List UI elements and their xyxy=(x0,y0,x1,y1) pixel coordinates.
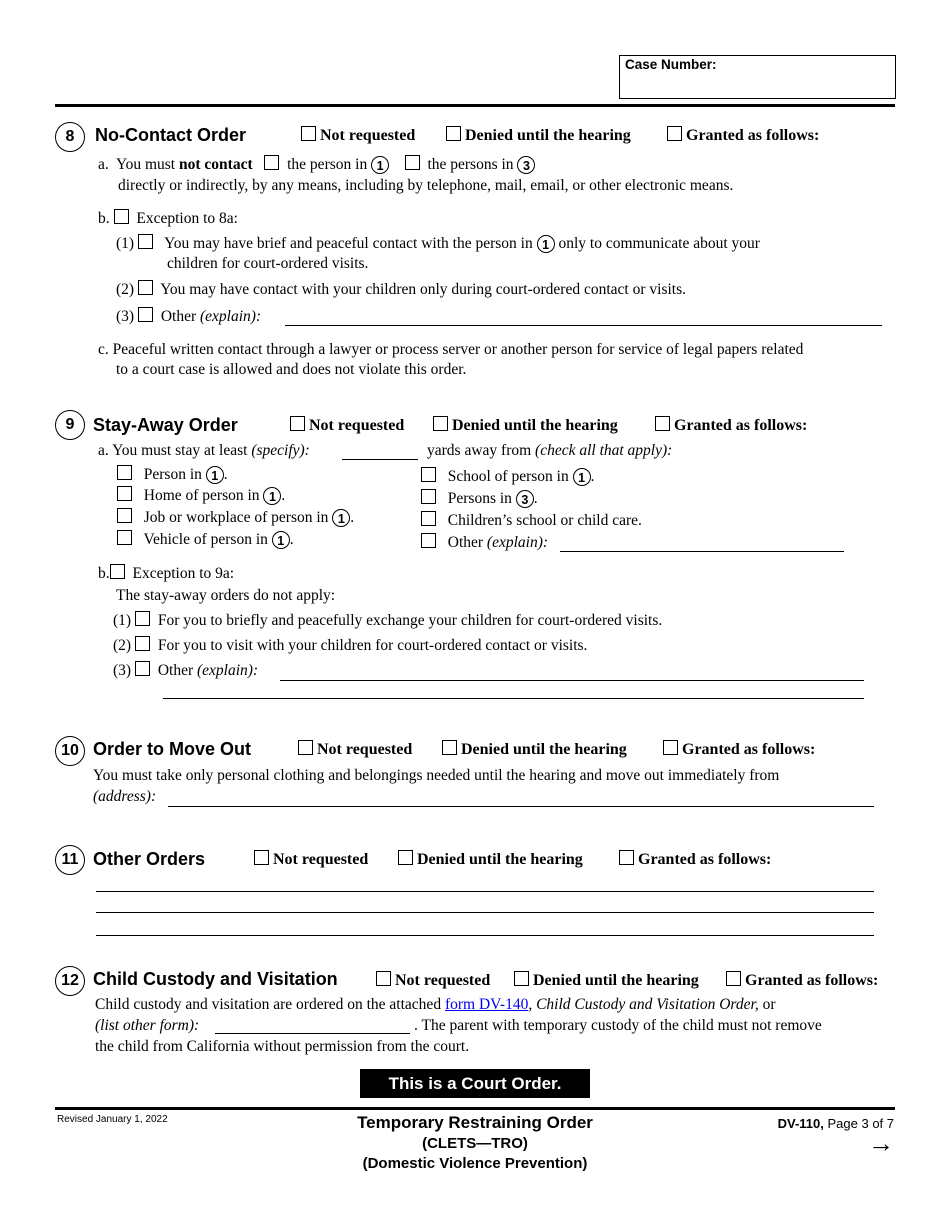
s9-granted-option[interactable] xyxy=(655,416,807,435)
s8-granted-checkbox[interactable] xyxy=(667,126,682,141)
option-label: Granted as follows: xyxy=(686,127,820,144)
s9b3-checkbox[interactable] xyxy=(135,661,150,676)
item-label: b. xyxy=(98,210,110,227)
s9a-other-line[interactable] xyxy=(560,551,844,552)
item-num: (1) xyxy=(113,612,132,629)
s11-line-3[interactable] xyxy=(96,935,874,936)
ref-circle: 1 xyxy=(272,531,290,549)
s12-denied-option[interactable] xyxy=(514,971,699,990)
s10-granted-checkbox[interactable] xyxy=(663,740,678,755)
option-label: Denied until the hearing xyxy=(452,417,618,434)
footer-rule xyxy=(55,1107,895,1110)
s8a-bold: not contact xyxy=(179,156,253,173)
s8-not-requested-option[interactable] xyxy=(301,126,415,145)
s9a-mid: yards away from xyxy=(427,442,532,459)
s8b2-row xyxy=(116,280,686,299)
s9a-left-item[interactable] xyxy=(117,486,285,505)
checkbox[interactable] xyxy=(117,486,132,501)
option-label: Not requested xyxy=(273,851,369,868)
s9a-right-item[interactable] xyxy=(421,467,594,486)
s8c-line2: to a court case is allowed and does not violate this order. xyxy=(116,361,467,378)
checkbox[interactable] xyxy=(421,467,436,482)
s9a-left-item[interactable] xyxy=(117,508,354,527)
next-page-arrow-icon[interactable]: → xyxy=(868,1128,894,1158)
s8b3-explain: (explain): xyxy=(200,308,262,325)
s9a-text: You must stay at least xyxy=(112,442,248,459)
item-text: Job or workplace of person in xyxy=(143,509,329,526)
s12-line2-post: . The parent with temporary custody of the child must not remove xyxy=(414,1017,822,1034)
s12-denied-checkbox[interactable] xyxy=(514,971,529,986)
s9b-intro: The stay-away orders do not apply: xyxy=(116,587,336,604)
s12-list-other-line[interactable] xyxy=(215,1033,410,1034)
s10-not-requested-checkbox[interactable] xyxy=(298,740,313,755)
ref-circle: 3 xyxy=(516,490,534,508)
checkbox[interactable] xyxy=(421,489,436,504)
s8-denied-checkbox[interactable] xyxy=(446,126,461,141)
s12-not-requested-option[interactable] xyxy=(376,971,490,990)
s12-form-title: Child Custody and Visitation Order, xyxy=(536,996,759,1013)
s8a-line2: directly or indirectly, by any means, including by telephone, mail, email, or other electronic means. xyxy=(118,177,734,194)
s8b1-line2: children for court-ordered visits. xyxy=(167,255,369,272)
s12-granted-option[interactable] xyxy=(726,971,878,990)
item-text: Other xyxy=(447,534,484,551)
s8c-line1: Peaceful written contact through a lawyer or process server or another person for service of legal papers related xyxy=(112,341,804,358)
s8b-checkbox[interactable] xyxy=(114,209,129,224)
page-number: Page 3 of 7 xyxy=(827,1116,894,1131)
section-8-number: 8 xyxy=(55,122,85,152)
s9b3-explain-line-1[interactable] xyxy=(280,680,864,681)
case-number-box[interactable] xyxy=(619,55,896,99)
option-label: Not requested xyxy=(309,417,405,434)
s9-denied-option[interactable] xyxy=(433,416,618,435)
item-num: (2) xyxy=(113,637,132,654)
option-label: Granted as follows: xyxy=(674,417,808,434)
s9a-left-item[interactable] xyxy=(117,465,228,484)
option-label: Granted as follows: xyxy=(745,972,879,989)
s8a-opt2-label: the persons in xyxy=(427,156,514,173)
section-10-title: Order to Move Out xyxy=(93,739,252,759)
checkbox[interactable] xyxy=(117,465,132,480)
court-order-banner xyxy=(360,1069,590,1098)
form-id: DV-110, xyxy=(777,1116,824,1131)
s8b1-text: You may have brief and peaceful contact with the person in xyxy=(164,235,533,252)
s9-not-requested-option[interactable] xyxy=(290,416,404,435)
option-label: Denied until the hearing xyxy=(465,127,631,144)
option-label: Not requested xyxy=(317,741,413,758)
s9b1-text: For you to briefly and peacefully exchange your children for court-ordered visits. xyxy=(157,612,663,629)
item-text: Person in xyxy=(143,466,202,483)
item-post: . xyxy=(350,509,355,526)
footer-title: Temporary Restraining Order xyxy=(357,1113,593,1132)
s9b1-row xyxy=(113,611,662,630)
section-12-number: 12 xyxy=(55,966,85,996)
section-10-number: 10 xyxy=(55,736,85,766)
checkbox[interactable] xyxy=(421,511,436,526)
s11-denied-checkbox[interactable] xyxy=(398,850,413,865)
s8b1-text-post: only to communicate about your xyxy=(558,235,760,252)
option-label: Not requested xyxy=(395,972,491,989)
s9-not-requested-checkbox[interactable] xyxy=(290,416,305,431)
s9b2-checkbox[interactable] xyxy=(135,636,150,651)
ref-circle: 1 xyxy=(332,509,350,527)
s12-not-requested-checkbox[interactable] xyxy=(376,971,391,986)
s11-granted-option[interactable] xyxy=(619,850,771,869)
s12-text: Child custody and visitation are ordered on the attached xyxy=(95,996,445,1013)
item-num: (3) xyxy=(113,662,132,679)
s12-list-other-label: (list other form): xyxy=(95,1017,200,1034)
s8-granted-option[interactable] xyxy=(667,126,819,145)
s8b1-row xyxy=(116,234,760,253)
item-num: (3) xyxy=(116,308,135,325)
s8b1-checkbox[interactable] xyxy=(138,234,153,249)
s8b3-row xyxy=(116,307,261,326)
section-11-number: 11 xyxy=(55,845,85,875)
header-rule xyxy=(55,104,895,107)
form-dv140-link[interactable]: form DV-140 xyxy=(444,996,529,1013)
s8a-row xyxy=(98,155,535,174)
ref-circle: 1 xyxy=(206,466,224,484)
ref-circle: 1 xyxy=(263,487,281,505)
ref-circle: 1 xyxy=(537,235,555,253)
section-9-number: 9 xyxy=(55,410,85,440)
item-text: Persons in xyxy=(447,490,512,507)
s9a-check: (check all that apply): xyxy=(535,442,673,459)
s10-not-requested-option[interactable] xyxy=(298,740,412,759)
option-label: Not requested xyxy=(320,127,416,144)
item-num: (2) xyxy=(116,281,135,298)
item-text: School of person in xyxy=(447,468,569,485)
court-order-text: This is a Court Order. xyxy=(388,1074,562,1093)
item-label: a. xyxy=(98,442,109,459)
option-label: Denied until the hearing xyxy=(417,851,583,868)
s11-not-requested-checkbox[interactable] xyxy=(254,850,269,865)
s12-line1 xyxy=(95,996,776,1014)
item-text: Children’s school or child care. xyxy=(447,512,642,529)
section-12-title: Child Custody and Visitation xyxy=(93,969,338,989)
footer-subtitle-2: (Domestic Violence Prevention) xyxy=(362,1155,588,1172)
item-post: . xyxy=(281,487,286,504)
ref-circle: 3 xyxy=(517,156,535,174)
ref-circle: 1 xyxy=(573,468,591,486)
s9a-right-item[interactable] xyxy=(421,511,642,530)
s9a-row xyxy=(98,442,310,460)
s9a-yards-line[interactable] xyxy=(342,459,418,460)
s10-address-label: (address): xyxy=(93,788,157,805)
s9b2-row xyxy=(113,636,587,655)
option-label: Granted as follows: xyxy=(682,741,816,758)
s9b-checkbox[interactable] xyxy=(110,564,125,579)
s11-not-requested-option[interactable] xyxy=(254,850,368,869)
item-num: (1) xyxy=(116,235,135,252)
s11-line-2[interactable] xyxy=(96,912,874,913)
s9a-left-item[interactable] xyxy=(117,530,294,549)
s11-line-1[interactable] xyxy=(96,891,874,892)
option-label: Denied until the hearing xyxy=(533,972,699,989)
s9b-row xyxy=(98,564,234,583)
s9b3-explain-line-2[interactable] xyxy=(163,698,864,699)
checkbox[interactable] xyxy=(421,533,436,548)
s9-denied-checkbox[interactable] xyxy=(433,416,448,431)
s10-granted-option[interactable] xyxy=(663,740,815,759)
ref-circle: 1 xyxy=(371,156,389,174)
s9b3-row xyxy=(113,661,258,680)
item-label: c. xyxy=(98,341,109,358)
option-label: Granted as follows: xyxy=(638,851,772,868)
s10-line1: You must take only personal clothing and belongings needed until the hearing and move out immediately from xyxy=(93,767,780,784)
s8a-text: You must xyxy=(115,156,179,173)
s9a-right-other[interactable] xyxy=(421,533,548,552)
s9b-text: Exception to 9a: xyxy=(132,565,235,582)
s8a-persons-checkbox[interactable] xyxy=(405,155,420,170)
s9b3-text: Other xyxy=(157,662,194,679)
s12-line3: the child from California without permission from the court. xyxy=(95,1038,470,1055)
section-11-title: Other Orders xyxy=(93,849,206,869)
s8a-opt1-label: the person in xyxy=(287,156,368,173)
s8a-person-checkbox[interactable] xyxy=(264,155,279,170)
s9a-row-cont xyxy=(427,442,672,460)
s12-granted-checkbox[interactable] xyxy=(726,971,741,986)
option-label: Denied until the hearing xyxy=(461,741,627,758)
item-text: Home of person in xyxy=(143,487,260,504)
item-label: b. xyxy=(98,565,110,582)
item-post: . xyxy=(289,531,294,548)
item-explain: (explain): xyxy=(486,534,549,551)
s9a-specify: (specify): xyxy=(251,442,310,459)
s8c-row xyxy=(98,341,803,359)
s8b-row xyxy=(98,209,238,228)
s10-denied-checkbox[interactable] xyxy=(442,740,457,755)
item-label: a. xyxy=(98,156,109,173)
s8b2-checkbox[interactable] xyxy=(138,280,153,295)
s8-denied-option[interactable] xyxy=(446,126,631,145)
section-9-title: Stay-Away Order xyxy=(93,415,238,435)
s8b3-checkbox[interactable] xyxy=(138,307,153,322)
item-text: Vehicle of person in xyxy=(143,531,268,548)
item-post: . xyxy=(223,466,228,483)
s8-not-requested-checkbox[interactable] xyxy=(301,126,316,141)
revised-date: Revised January 1, 2022 xyxy=(57,1114,168,1125)
s8b2-text: You may have contact with your children only during court-ordered contact or visits. xyxy=(160,281,686,298)
s8b3-explain-line[interactable] xyxy=(285,325,882,326)
checkbox[interactable] xyxy=(117,508,132,523)
s12-text: , xyxy=(528,996,537,1013)
footer-subtitle: (CLETS—TRO) xyxy=(422,1135,528,1152)
item-post: . xyxy=(590,468,595,485)
s8b-text: Exception to 8a: xyxy=(136,210,238,227)
s11-granted-checkbox[interactable] xyxy=(619,850,634,865)
s9b1-checkbox[interactable] xyxy=(135,611,150,626)
s9b3-explain: (explain): xyxy=(197,662,259,679)
s9-granted-checkbox[interactable] xyxy=(655,416,670,431)
s9a-right-item[interactable] xyxy=(421,489,538,508)
case-number-label: Case Number: xyxy=(625,57,717,72)
section-8-title: No-Contact Order xyxy=(95,125,247,145)
s8b3-text: Other xyxy=(160,308,197,325)
s10-denied-option[interactable] xyxy=(442,740,627,759)
checkbox[interactable] xyxy=(117,530,132,545)
item-post: . xyxy=(533,490,538,507)
s12-text: or xyxy=(758,996,776,1013)
s11-denied-option[interactable] xyxy=(398,850,583,869)
s10-address-line[interactable] xyxy=(168,806,874,807)
s9b2-text: For you to visit with your children for court-ordered contact or visits. xyxy=(157,637,588,654)
